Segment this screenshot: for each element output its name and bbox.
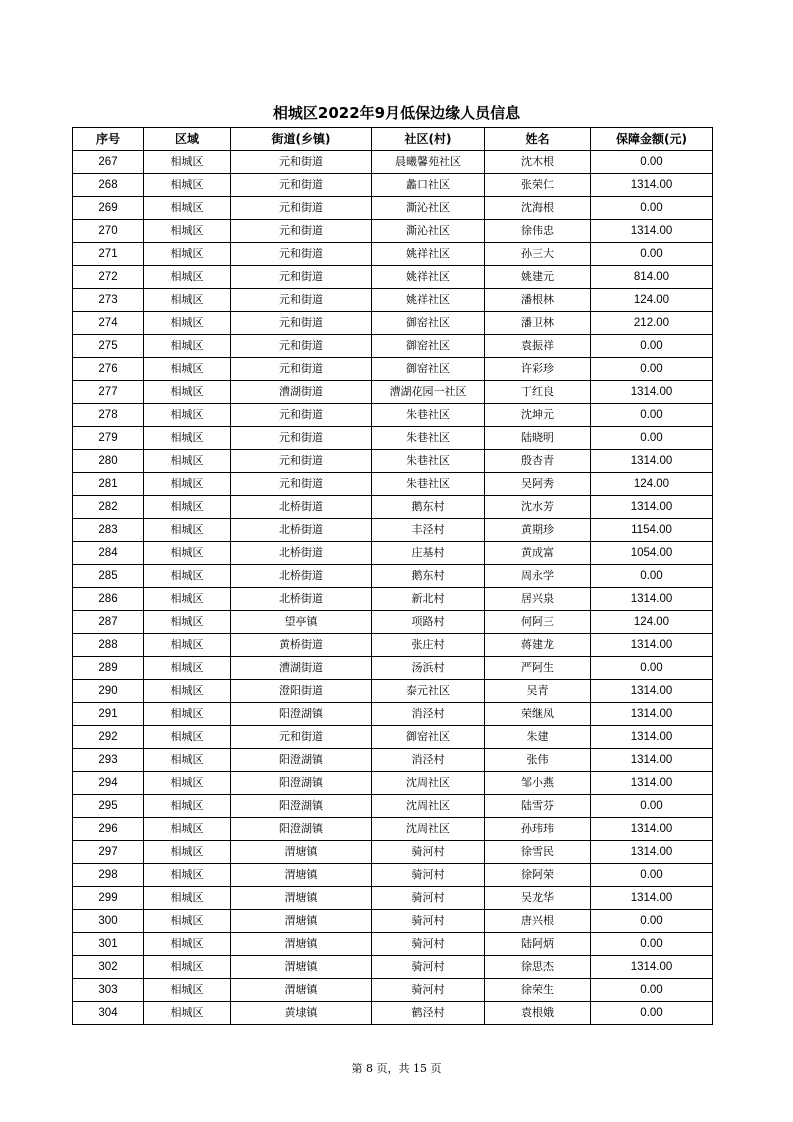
cell-street: 澄阳街道 <box>231 680 372 703</box>
cell-region: 相城区 <box>144 519 231 542</box>
table-row <box>73 335 713 358</box>
cell-amount: 0.00 <box>591 657 713 680</box>
cell-street: 阳澄湖镇 <box>231 703 372 726</box>
table-row <box>73 519 713 542</box>
table-row <box>73 887 713 910</box>
cell-street: 元和街道 <box>231 726 372 749</box>
cell-region: 相城区 <box>144 657 231 680</box>
cell-amount: 0.00 <box>591 197 713 220</box>
cell-region: 相城区 <box>144 933 231 956</box>
cell-seq: 292 <box>73 726 144 749</box>
cell-name: 徐伟忠 <box>485 220 591 243</box>
cell-name: 张伟 <box>485 749 591 772</box>
table-row <box>73 1002 713 1025</box>
cell-street: 阳澄湖镇 <box>231 795 372 818</box>
cell-amount: 1314.00 <box>591 220 713 243</box>
cell-name: 何阿三 <box>485 611 591 634</box>
cell-amount: 212.00 <box>591 312 713 335</box>
cell-region: 相城区 <box>144 841 231 864</box>
cell-name: 潘卫林 <box>485 312 591 335</box>
cell-community: 澌沁社区 <box>372 220 485 243</box>
cell-region: 相城区 <box>144 588 231 611</box>
cell-community: 澌沁社区 <box>372 197 485 220</box>
cell-region: 相城区 <box>144 358 231 381</box>
cell-region: 相城区 <box>144 381 231 404</box>
cell-name: 姚建元 <box>485 266 591 289</box>
cell-seq: 290 <box>73 680 144 703</box>
cell-seq: 267 <box>73 151 144 174</box>
cell-community: 骑河村 <box>372 841 485 864</box>
cell-region: 相城区 <box>144 910 231 933</box>
cell-community: 消泾村 <box>372 749 485 772</box>
table-row <box>73 289 713 312</box>
cell-seq: 283 <box>73 519 144 542</box>
cell-amount: 1314.00 <box>591 956 713 979</box>
cell-community: 丰泾村 <box>372 519 485 542</box>
table-row <box>73 795 713 818</box>
cell-amount: 1314.00 <box>591 887 713 910</box>
cell-seq: 291 <box>73 703 144 726</box>
table-row <box>73 657 713 680</box>
cell-region: 相城区 <box>144 611 231 634</box>
cell-amount: 1314.00 <box>591 680 713 703</box>
cell-amount: 0.00 <box>591 404 713 427</box>
cell-community: 鹅东村 <box>372 496 485 519</box>
table-row <box>73 933 713 956</box>
cell-name: 居兴泉 <box>485 588 591 611</box>
cell-name: 孙玮玮 <box>485 818 591 841</box>
cell-name: 孙三大 <box>485 243 591 266</box>
cell-amount: 0.00 <box>591 795 713 818</box>
cell-seq: 282 <box>73 496 144 519</box>
cell-street: 元和街道 <box>231 151 372 174</box>
cell-seq: 285 <box>73 565 144 588</box>
cell-amount: 1314.00 <box>591 174 713 197</box>
cell-community: 蠡口社区 <box>372 174 485 197</box>
cell-street: 元和街道 <box>231 220 372 243</box>
cell-name: 沈水芳 <box>485 496 591 519</box>
cell-community: 朱巷社区 <box>372 404 485 427</box>
cell-street: 元和街道 <box>231 312 372 335</box>
table-row <box>73 473 713 496</box>
cell-street: 北桥街道 <box>231 588 372 611</box>
cell-amount: 1314.00 <box>591 496 713 519</box>
cell-region: 相城区 <box>144 289 231 312</box>
cell-street: 元和街道 <box>231 174 372 197</box>
table-row <box>73 910 713 933</box>
table-row <box>73 404 713 427</box>
cell-street: 元和街道 <box>231 289 372 312</box>
table-row <box>73 220 713 243</box>
cell-community: 沈周社区 <box>372 772 485 795</box>
table-row <box>73 174 713 197</box>
cell-name: 袁根娥 <box>485 1002 591 1025</box>
cell-region: 相城区 <box>144 473 231 496</box>
table-row <box>73 381 713 404</box>
table-row <box>73 243 713 266</box>
cell-name: 徐雪民 <box>485 841 591 864</box>
cell-seq: 281 <box>73 473 144 496</box>
cell-name: 袁振祥 <box>485 335 591 358</box>
cell-amount: 814.00 <box>591 266 713 289</box>
cell-seq: 277 <box>73 381 144 404</box>
cell-amount: 0.00 <box>591 335 713 358</box>
cell-region: 相城区 <box>144 496 231 519</box>
cell-name: 严阿生 <box>485 657 591 680</box>
cell-region: 相城区 <box>144 335 231 358</box>
cell-street: 北桥街道 <box>231 565 372 588</box>
cell-seq: 278 <box>73 404 144 427</box>
cell-name: 陆晓明 <box>485 427 591 450</box>
cell-amount: 1314.00 <box>591 818 713 841</box>
cell-community: 鹤泾村 <box>372 1002 485 1025</box>
cell-seq: 270 <box>73 220 144 243</box>
cell-region: 相城区 <box>144 404 231 427</box>
cell-seq: 304 <box>73 1002 144 1025</box>
cell-region: 相城区 <box>144 312 231 335</box>
cell-community: 泰元社区 <box>372 680 485 703</box>
cell-seq: 286 <box>73 588 144 611</box>
cell-street: 黄埭镇 <box>231 1002 372 1025</box>
cell-seq: 293 <box>73 749 144 772</box>
cell-region: 相城区 <box>144 542 231 565</box>
table-row <box>73 726 713 749</box>
cell-amount: 0.00 <box>591 243 713 266</box>
cell-seq: 275 <box>73 335 144 358</box>
data-table <box>72 127 713 1025</box>
cell-region: 相城区 <box>144 174 231 197</box>
cell-street: 渭塘镇 <box>231 933 372 956</box>
cell-region: 相城区 <box>144 887 231 910</box>
cell-amount: 1314.00 <box>591 749 713 772</box>
cell-name: 周永学 <box>485 565 591 588</box>
cell-street: 元和街道 <box>231 243 372 266</box>
table-row <box>73 956 713 979</box>
cell-community: 骑河村 <box>372 887 485 910</box>
cell-community: 沈周社区 <box>372 818 485 841</box>
cell-street: 元和街道 <box>231 427 372 450</box>
cell-seq: 288 <box>73 634 144 657</box>
cell-seq: 268 <box>73 174 144 197</box>
cell-community: 骑河村 <box>372 864 485 887</box>
table-row <box>73 864 713 887</box>
cell-region: 相城区 <box>144 197 231 220</box>
cell-seq: 276 <box>73 358 144 381</box>
cell-community: 骑河村 <box>372 979 485 1002</box>
cell-region: 相城区 <box>144 749 231 772</box>
cell-seq: 296 <box>73 818 144 841</box>
table-row <box>73 358 713 381</box>
cell-community: 御窑社区 <box>372 726 485 749</box>
cell-street: 元和街道 <box>231 197 372 220</box>
cell-region: 相城区 <box>144 634 231 657</box>
cell-community: 新北村 <box>372 588 485 611</box>
cell-community: 晨曦馨苑社区 <box>372 151 485 174</box>
cell-amount: 0.00 <box>591 358 713 381</box>
cell-community: 姚祥社区 <box>372 243 485 266</box>
table-row <box>73 634 713 657</box>
table-row <box>73 542 713 565</box>
cell-community: 姚祥社区 <box>372 266 485 289</box>
header-amount: 保障金额(元) <box>591 128 713 151</box>
header-community: 社区(村) <box>372 128 485 151</box>
cell-name: 丁红良 <box>485 381 591 404</box>
cell-amount: 1314.00 <box>591 703 713 726</box>
cell-amount: 0.00 <box>591 1002 713 1025</box>
cell-name: 徐思杰 <box>485 956 591 979</box>
cell-name: 荣继凤 <box>485 703 591 726</box>
cell-community: 朱巷社区 <box>372 427 485 450</box>
cell-seq: 287 <box>73 611 144 634</box>
cell-seq: 279 <box>73 427 144 450</box>
cell-community: 朱巷社区 <box>372 473 485 496</box>
cell-community: 姚祥社区 <box>372 289 485 312</box>
page-footer: 第 8 页，共 15 页 <box>351 1062 442 1075</box>
cell-seq: 284 <box>73 542 144 565</box>
cell-seq: 302 <box>73 956 144 979</box>
cell-seq: 271 <box>73 243 144 266</box>
cell-seq: 269 <box>73 197 144 220</box>
cell-street: 漕湖街道 <box>231 381 372 404</box>
cell-region: 相城区 <box>144 864 231 887</box>
cell-seq: 297 <box>73 841 144 864</box>
cell-region: 相城区 <box>144 220 231 243</box>
cell-seq: 280 <box>73 450 144 473</box>
cell-seq: 294 <box>73 772 144 795</box>
cell-seq: 300 <box>73 910 144 933</box>
cell-community: 骑河村 <box>372 910 485 933</box>
table-row <box>73 565 713 588</box>
cell-amount: 1314.00 <box>591 841 713 864</box>
cell-community: 骑河村 <box>372 933 485 956</box>
cell-region: 相城区 <box>144 450 231 473</box>
table-header <box>73 128 713 151</box>
table-row <box>73 703 713 726</box>
cell-name: 潘根林 <box>485 289 591 312</box>
cell-name: 唐兴根 <box>485 910 591 933</box>
cell-name: 吴青 <box>485 680 591 703</box>
cell-seq: 299 <box>73 887 144 910</box>
cell-community: 御窑社区 <box>372 312 485 335</box>
table-row <box>73 680 713 703</box>
cell-community: 骑河村 <box>372 956 485 979</box>
cell-seq: 274 <box>73 312 144 335</box>
table-row <box>73 151 713 174</box>
cell-street: 阳澄湖镇 <box>231 818 372 841</box>
cell-street: 渭塘镇 <box>231 956 372 979</box>
cell-region: 相城区 <box>144 680 231 703</box>
cell-seq: 289 <box>73 657 144 680</box>
cell-name: 吴龙华 <box>485 887 591 910</box>
cell-region: 相城区 <box>144 795 231 818</box>
cell-street: 元和街道 <box>231 404 372 427</box>
cell-name: 黄成富 <box>485 542 591 565</box>
cell-name: 陆雪芬 <box>485 795 591 818</box>
cell-region: 相城区 <box>144 151 231 174</box>
cell-seq: 295 <box>73 795 144 818</box>
cell-name: 沈海根 <box>485 197 591 220</box>
cell-community: 沈周社区 <box>372 795 485 818</box>
cell-amount: 1314.00 <box>591 450 713 473</box>
cell-street: 渭塘镇 <box>231 841 372 864</box>
cell-name: 黄期珍 <box>485 519 591 542</box>
cell-street: 元和街道 <box>231 335 372 358</box>
cell-region: 相城区 <box>144 427 231 450</box>
table-body <box>73 151 713 1025</box>
cell-name: 张荣仁 <box>485 174 591 197</box>
cell-amount: 0.00 <box>591 427 713 450</box>
cell-amount: 124.00 <box>591 473 713 496</box>
cell-region: 相城区 <box>144 266 231 289</box>
cell-region: 相城区 <box>144 1002 231 1025</box>
header-row <box>73 128 713 151</box>
table-row <box>73 611 713 634</box>
cell-amount: 124.00 <box>591 611 713 634</box>
cell-seq: 303 <box>73 979 144 1002</box>
cell-name: 徐荣生 <box>485 979 591 1002</box>
cell-community: 漕湖花园一社区 <box>372 381 485 404</box>
cell-community: 张庄村 <box>372 634 485 657</box>
cell-name: 徐阿荣 <box>485 864 591 887</box>
cell-name: 许彩珍 <box>485 358 591 381</box>
cell-seq: 273 <box>73 289 144 312</box>
cell-name: 陆阿炳 <box>485 933 591 956</box>
cell-amount: 1154.00 <box>591 519 713 542</box>
table-row <box>73 197 713 220</box>
cell-amount: 1314.00 <box>591 588 713 611</box>
cell-amount: 0.00 <box>591 910 713 933</box>
cell-name: 邹小燕 <box>485 772 591 795</box>
cell-community: 鹅东村 <box>372 565 485 588</box>
cell-seq: 298 <box>73 864 144 887</box>
cell-amount: 124.00 <box>591 289 713 312</box>
cell-name: 殷杏青 <box>485 450 591 473</box>
table-row <box>73 749 713 772</box>
table-row <box>73 450 713 473</box>
table-row <box>73 427 713 450</box>
cell-amount: 0.00 <box>591 979 713 1002</box>
header-name: 姓名 <box>485 128 591 151</box>
cell-street: 北桥街道 <box>231 496 372 519</box>
cell-community: 庄基村 <box>372 542 485 565</box>
cell-street: 元和街道 <box>231 358 372 381</box>
page-title: 相城区2022年9月低保边缘人员信息 <box>272 104 521 122</box>
cell-name: 朱建 <box>485 726 591 749</box>
table-row <box>73 772 713 795</box>
cell-region: 相城区 <box>144 726 231 749</box>
cell-amount: 1314.00 <box>591 772 713 795</box>
cell-street: 阳澄湖镇 <box>231 749 372 772</box>
table-row <box>73 841 713 864</box>
cell-name: 沈木根 <box>485 151 591 174</box>
cell-community: 朱巷社区 <box>372 450 485 473</box>
cell-amount: 1054.00 <box>591 542 713 565</box>
cell-community: 御窑社区 <box>372 335 485 358</box>
table-row <box>73 818 713 841</box>
table-row <box>73 312 713 335</box>
table-row <box>73 496 713 519</box>
cell-seq: 301 <box>73 933 144 956</box>
cell-amount: 1314.00 <box>591 726 713 749</box>
cell-community: 消泾村 <box>372 703 485 726</box>
table-row <box>73 979 713 1002</box>
cell-region: 相城区 <box>144 979 231 1002</box>
cell-amount: 0.00 <box>591 933 713 956</box>
cell-street: 渭塘镇 <box>231 887 372 910</box>
cell-street: 渭塘镇 <box>231 864 372 887</box>
header-seq: 序号 <box>73 128 144 151</box>
cell-amount: 0.00 <box>591 864 713 887</box>
cell-street: 北桥街道 <box>231 542 372 565</box>
cell-seq: 272 <box>73 266 144 289</box>
header-region: 区域 <box>144 128 231 151</box>
cell-name: 吴阿秀 <box>485 473 591 496</box>
cell-name: 蒋建龙 <box>485 634 591 657</box>
cell-amount: 1314.00 <box>591 634 713 657</box>
cell-amount: 0.00 <box>591 151 713 174</box>
cell-street: 元和街道 <box>231 450 372 473</box>
cell-region: 相城区 <box>144 818 231 841</box>
cell-street: 渭塘镇 <box>231 979 372 1002</box>
cell-street: 漕湖街道 <box>231 657 372 680</box>
cell-community: 项路村 <box>372 611 485 634</box>
cell-street: 望亭镇 <box>231 611 372 634</box>
cell-region: 相城区 <box>144 772 231 795</box>
cell-street: 北桥街道 <box>231 519 372 542</box>
cell-name: 沈坤元 <box>485 404 591 427</box>
table-row <box>73 588 713 611</box>
cell-street: 元和街道 <box>231 266 372 289</box>
cell-street: 渭塘镇 <box>231 910 372 933</box>
cell-street: 阳澄湖镇 <box>231 772 372 795</box>
cell-region: 相城区 <box>144 243 231 266</box>
cell-community: 御窑社区 <box>372 358 485 381</box>
cell-amount: 0.00 <box>591 565 713 588</box>
cell-street: 黄桥街道 <box>231 634 372 657</box>
header-street: 街道(乡镇) <box>231 128 372 151</box>
cell-region: 相城区 <box>144 956 231 979</box>
cell-street: 元和街道 <box>231 473 372 496</box>
table-row <box>73 266 713 289</box>
cell-region: 相城区 <box>144 703 231 726</box>
cell-region: 相城区 <box>144 565 231 588</box>
cell-amount: 1314.00 <box>591 381 713 404</box>
cell-community: 汤浜村 <box>372 657 485 680</box>
